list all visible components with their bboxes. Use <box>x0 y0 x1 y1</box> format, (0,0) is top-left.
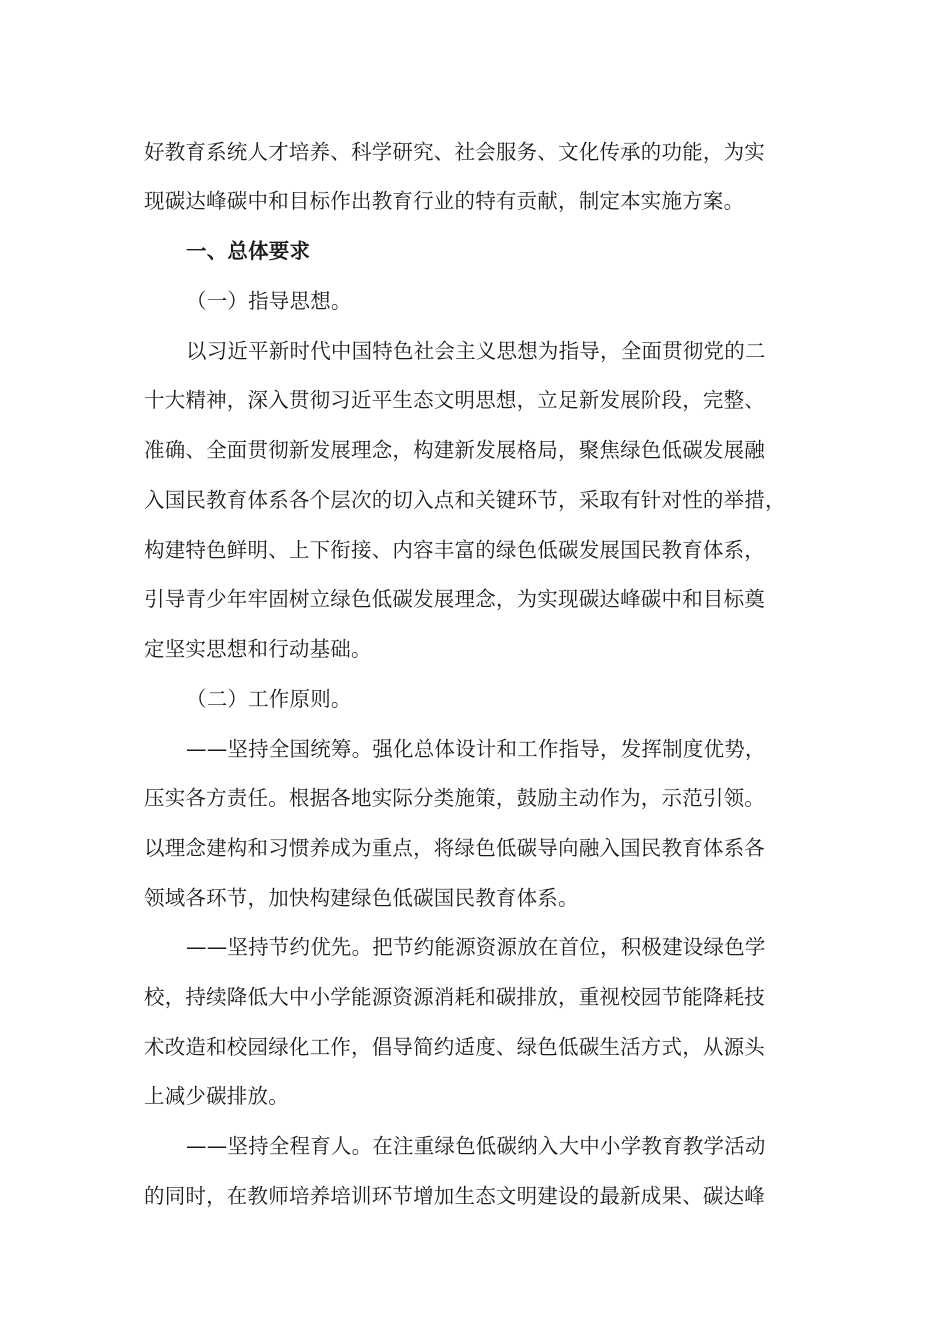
body-text-line: ——坚持节约优先。把节约能源资源放在首位，积极建设绿色学 <box>186 935 766 959</box>
body-text-line: ——坚持全程育人。在注重绿色低碳纳入大中小学教育教学活动 <box>186 1134 766 1158</box>
body-text-line: 构建特色鲜明、上下衔接、内容丰富的绿色低碳发展国民教育体系， <box>144 538 765 562</box>
body-text-line: 入国民教育体系各个层次的切入点和关键环节，采取有针对性的举措， <box>144 488 786 512</box>
subsection-heading: （一）指导思想。 <box>186 289 352 313</box>
body-text-line: 的同时，在教师培养培训环节增加生态文明建设的最新成果、碳达峰 <box>144 1184 765 1208</box>
body-text-line: 十大精神，深入贯彻习近平生态文明思想，立足新发展阶段，完整、 <box>144 388 765 412</box>
body-text-line: ——坚持全国统筹。强化总体设计和工作指导，发挥制度优势， <box>186 737 766 761</box>
section-heading: 一、总体要求 <box>186 239 311 263</box>
body-text-line: 上减少碳排放。 <box>144 1084 289 1108</box>
body-text-line: 准确、全面贯彻新发展理念，构建新发展格局，聚焦绿色低碳发展融 <box>144 438 765 462</box>
body-text-line: 领域各环节，加快构建绿色低碳国民教育体系。 <box>144 886 579 910</box>
body-text-line: 术改造和校园绿化工作，倡导简约适度、绿色低碳生活方式，从源头 <box>144 1035 765 1059</box>
body-text-line: 引导青少年牢固树立绿色低碳发展理念，为实现碳达峰碳中和目标奠 <box>144 587 765 611</box>
body-text-line: 以理念建构和习惯养成为重点，将绿色低碳导向融入国民教育体系各 <box>144 836 765 860</box>
body-text-line: 好教育系统人才培养、科学研究、社会服务、文化传承的功能，为实 <box>144 140 765 164</box>
body-text-line: 定坚实思想和行动基础。 <box>144 637 372 661</box>
body-text-line: 现碳达峰碳中和目标作出教育行业的特有贡献，制定本实施方案。 <box>144 189 745 213</box>
body-text-line: 压实各方责任。根据各地实际分类施策，鼓励主动作为，示范引领。 <box>144 786 765 810</box>
subsection-heading: （二）工作原则。 <box>186 687 352 711</box>
body-text-line: 以习近平新时代中国特色社会主义思想为指导，全面贯彻党的二 <box>186 339 766 363</box>
body-text-line: 校，持续降低大中小学能源资源消耗和碳排放，重视校园节能降耗技 <box>144 985 765 1009</box>
